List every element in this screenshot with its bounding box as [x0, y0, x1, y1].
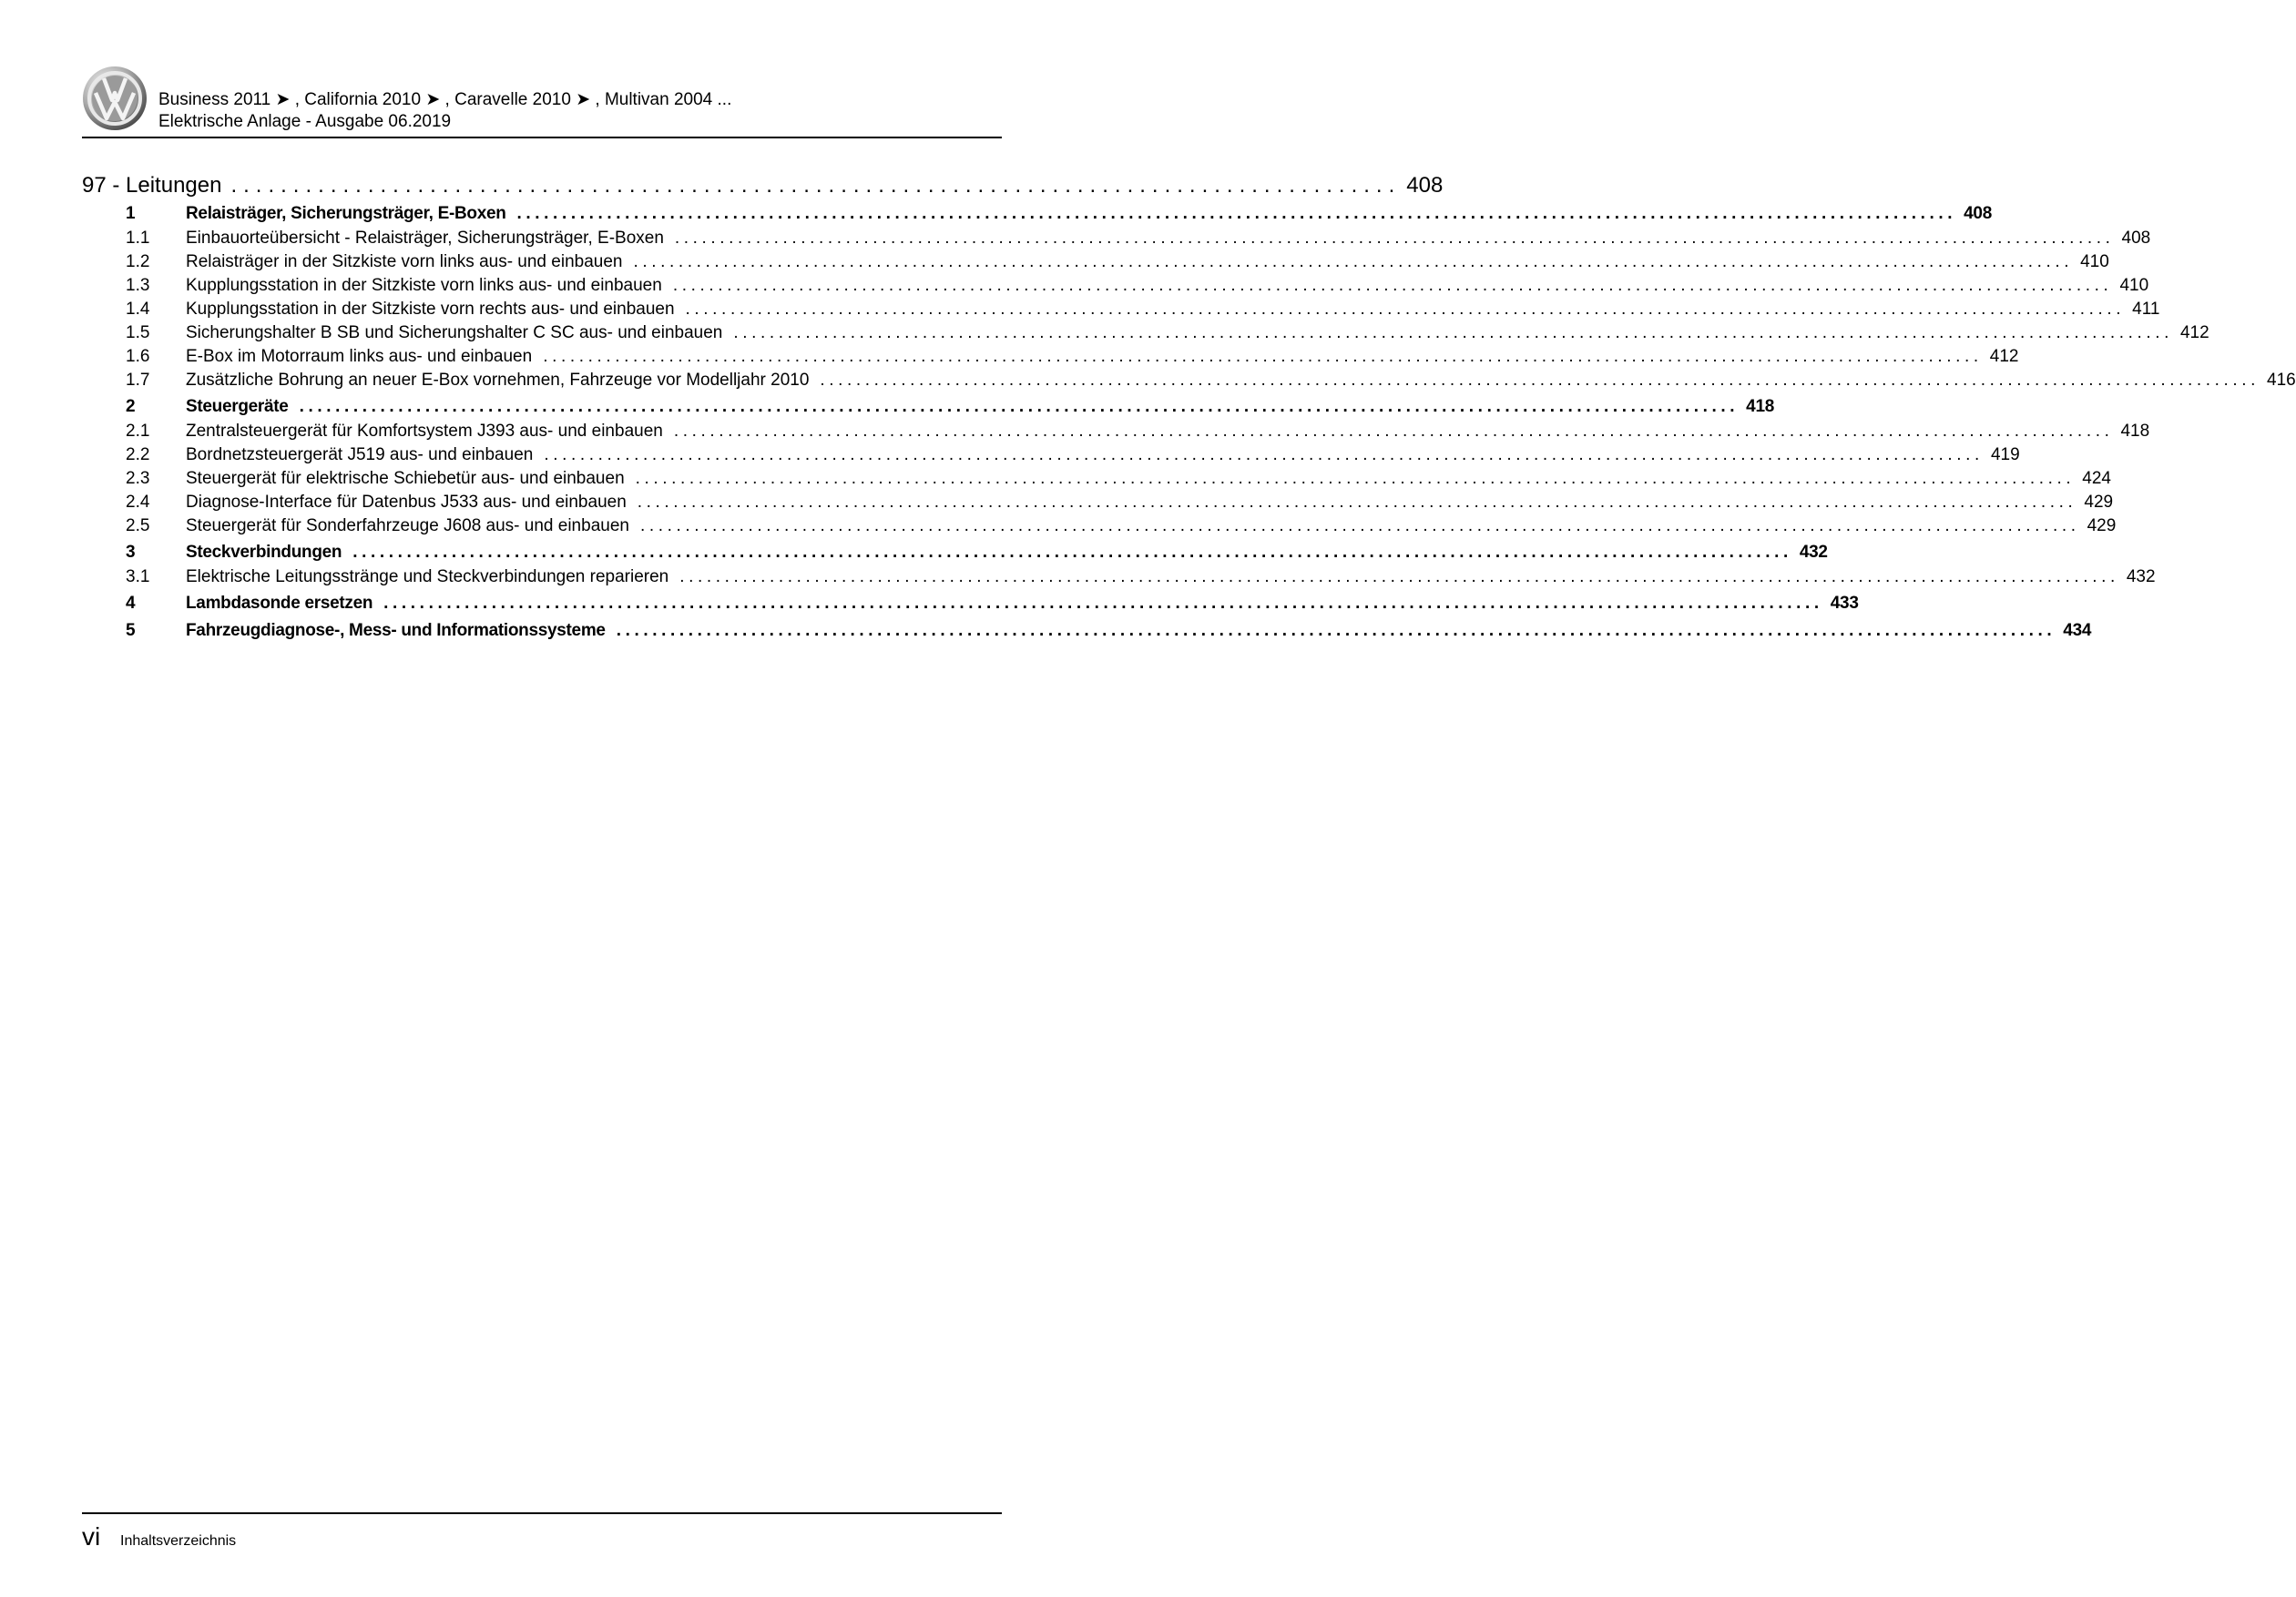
toc-entry-number: 1.2 — [126, 252, 150, 271]
toc-entry-title: Kupplungsstation in der Sitzkiste vorn rechts aus- und einbauen — [186, 300, 675, 319]
toc-entry-number: 1.7 — [126, 371, 150, 390]
toc-entry-title: Steuergerät für elektrische Schiebetür aus- und einbauen — [186, 469, 625, 488]
toc-entry-page: 433 — [1830, 594, 1859, 613]
table-of-contents — [82, 173, 2296, 646]
toc-entry-number: 1.5 — [126, 323, 150, 342]
dot-leader: ................................................................................................................................................................ — [352, 543, 1792, 562]
toc-subsection-row[interactable] — [82, 276, 2149, 300]
toc-entry-number: 2.5 — [126, 516, 150, 535]
toc-entry-number: 2.3 — [126, 469, 150, 488]
dot-leader: ................................................................................................................................................................ — [616, 621, 2056, 640]
toc-entry-number: 2.4 — [126, 493, 150, 512]
dot-leader: ................................................................................................................................................................ — [820, 371, 2260, 390]
toc-section-row[interactable] — [82, 543, 1828, 567]
toc-entry-page: 432 — [2126, 567, 2156, 586]
toc-entry-title: Lambdasonde ersetzen — [186, 594, 373, 613]
dot-leader: ................................................................................................................................................................ — [299, 397, 1740, 416]
toc-subsection-row[interactable] — [82, 229, 2151, 252]
dot-leader: ................................................................................................................................................................ — [733, 323, 2173, 342]
toc-entry-number: 3 — [126, 543, 136, 562]
toc-subsection-row[interactable] — [82, 422, 2150, 445]
toc-entry-page: 418 — [2120, 422, 2150, 441]
chapter-title: 97 - Leitungen — [82, 173, 222, 198]
toc-subsection-row[interactable] — [82, 300, 2160, 323]
toc-entry-page: 419 — [1990, 445, 2020, 464]
footer-label: Inhaltsverzeichnis — [120, 1533, 237, 1549]
toc-entry-number: 5 — [126, 621, 136, 640]
dot-leader: ................................................................................................................................................................ — [516, 204, 1957, 223]
header-edition: Elektrische Anlage - Ausgabe 06.2019 — [158, 112, 452, 131]
dot-leader: ................................................................................................................................................................ — [674, 229, 2115, 248]
toc-subsection-row[interactable] — [82, 469, 2111, 493]
toc-entry-title: Steckverbindungen — [186, 543, 342, 562]
toc-entry-page: 410 — [2119, 276, 2149, 295]
dot-leader: ................................................................................................................................................................ — [679, 567, 2119, 586]
dot-leader: ................................................................................................................................................................ — [383, 594, 1823, 613]
chapter-page: 408 — [1406, 173, 1444, 198]
dot-leader: ................................................................................................................................................................ — [637, 493, 2077, 512]
toc-entry-page: 434 — [2063, 621, 2092, 640]
toc-entry-page: 416 — [2267, 371, 2296, 390]
footer-divider — [82, 1512, 1002, 1514]
toc-entry-title: Relaisträger in der Sitzkiste vorn links aus- und einbauen — [186, 252, 623, 271]
chapter-heading[interactable] — [82, 173, 1444, 204]
toc-entry-page: 411 — [2132, 300, 2160, 319]
toc-subsection-row[interactable] — [82, 323, 2209, 347]
toc-entry-title: Diagnose-Interface für Datenbus J533 aus- und einbauen — [186, 493, 627, 512]
toc-entry-page: 412 — [1989, 347, 2019, 366]
toc-section-row[interactable] — [82, 594, 1859, 618]
toc-entries — [82, 204, 2296, 646]
toc-section-row[interactable] — [82, 204, 1992, 229]
toc-entry-title: Steuergerät für Sonderfahrzeuge J608 aus- und einbauen — [186, 516, 629, 535]
toc-subsection-row[interactable] — [82, 371, 2296, 394]
dot-leader: ................................................................................................................................................................ — [685, 300, 2126, 319]
dot-leader: ................................................................................................................................................................ — [672, 276, 2113, 295]
dot-leader: ................................................................................................................................................................ — [639, 516, 2080, 535]
toc-entry-page: 412 — [2179, 323, 2209, 342]
toc-entry-number: 2 — [126, 397, 136, 416]
toc-entry-page: 429 — [2084, 493, 2114, 512]
dot-leader: ................................................................................................................................................................ — [544, 445, 1984, 464]
toc-entry-page: 408 — [1964, 204, 1992, 223]
toc-entry-number: 1.1 — [126, 229, 150, 248]
header-vehicle-models: Business 2011 ➤ , California 2010 ➤ , Caravelle 2010 ➤ , Multivan 2004 ... — [158, 90, 732, 109]
dot-leader: ................................................................................................................................................................ — [635, 469, 2076, 488]
toc-entry-title: Fahrzeugdiagnose-, Mess- und Informationssysteme — [186, 621, 606, 640]
dot-leader: .............................................................................................. — [230, 173, 1402, 198]
page-header — [82, 62, 1002, 138]
toc-entry-number: 1 — [126, 204, 136, 223]
toc-subsection-row[interactable] — [82, 493, 2114, 516]
toc-subsection-row[interactable] — [82, 252, 2109, 276]
toc-subsection-row[interactable] — [82, 445, 2020, 469]
toc-entry-number: 4 — [126, 594, 136, 613]
toc-subsection-row[interactable] — [82, 347, 2019, 371]
toc-entry-page: 424 — [2082, 469, 2111, 488]
toc-entry-number: 1.6 — [126, 347, 150, 366]
toc-entry-title: Steuergeräte — [186, 397, 289, 416]
toc-entry-title: Elektrische Leitungsstränge und Steckverbindungen reparieren — [186, 567, 669, 586]
toc-entry-page: 410 — [2080, 252, 2109, 271]
toc-section-row[interactable] — [82, 397, 1774, 422]
toc-entry-title: Relaisträger, Sicherungsträger, E-Boxen — [186, 204, 506, 223]
toc-entry-page: 432 — [1799, 543, 1828, 562]
dot-leader: ................................................................................................................................................................ — [673, 422, 2114, 441]
toc-entry-number: 1.3 — [126, 276, 150, 295]
toc-entry-page: 429 — [2087, 516, 2117, 535]
toc-entry-title: Bordnetzsteuergerät J519 aus- und einbauen — [186, 445, 534, 464]
toc-entry-title: Sicherungshalter B SB und Sicherungshalter C SC aus- und einbauen — [186, 323, 723, 342]
toc-entry-title: Kupplungsstation in der Sitzkiste vorn links aus- und einbauen — [186, 276, 662, 295]
toc-subsection-row[interactable] — [82, 567, 2156, 591]
toc-entry-title: Zentralsteuergerät für Komfortsystem J393 aus- und einbauen — [186, 422, 663, 441]
footer-page-number: vi — [82, 1522, 101, 1551]
toc-entry-number: 1.4 — [126, 300, 150, 319]
toc-entry-title: E-Box im Motorraum links aus- und einbauen — [186, 347, 533, 366]
toc-entry-page: 418 — [1746, 397, 1774, 416]
toc-entry-number: 2.1 — [126, 422, 150, 441]
toc-section-row[interactable] — [82, 621, 2092, 646]
toc-entry-title: Einbauorteübersicht - Relaisträger, Sicherungsträger, E-Boxen — [186, 229, 664, 248]
dot-leader: ................................................................................................................................................................ — [543, 347, 1983, 366]
toc-entry-number: 2.2 — [126, 445, 150, 464]
vw-logo-icon — [82, 66, 148, 131]
toc-entry-page: 408 — [2121, 229, 2151, 248]
toc-entry-title: Zusätzliche Bohrung an neuer E-Box vornehmen, Fahrzeuge vor Modelljahr 2010 — [186, 371, 810, 390]
dot-leader: ................................................................................................................................................................ — [633, 252, 2074, 271]
toc-entry-number: 3.1 — [126, 567, 150, 586]
header-divider — [82, 137, 1002, 138]
toc-subsection-row[interactable] — [82, 516, 2117, 540]
